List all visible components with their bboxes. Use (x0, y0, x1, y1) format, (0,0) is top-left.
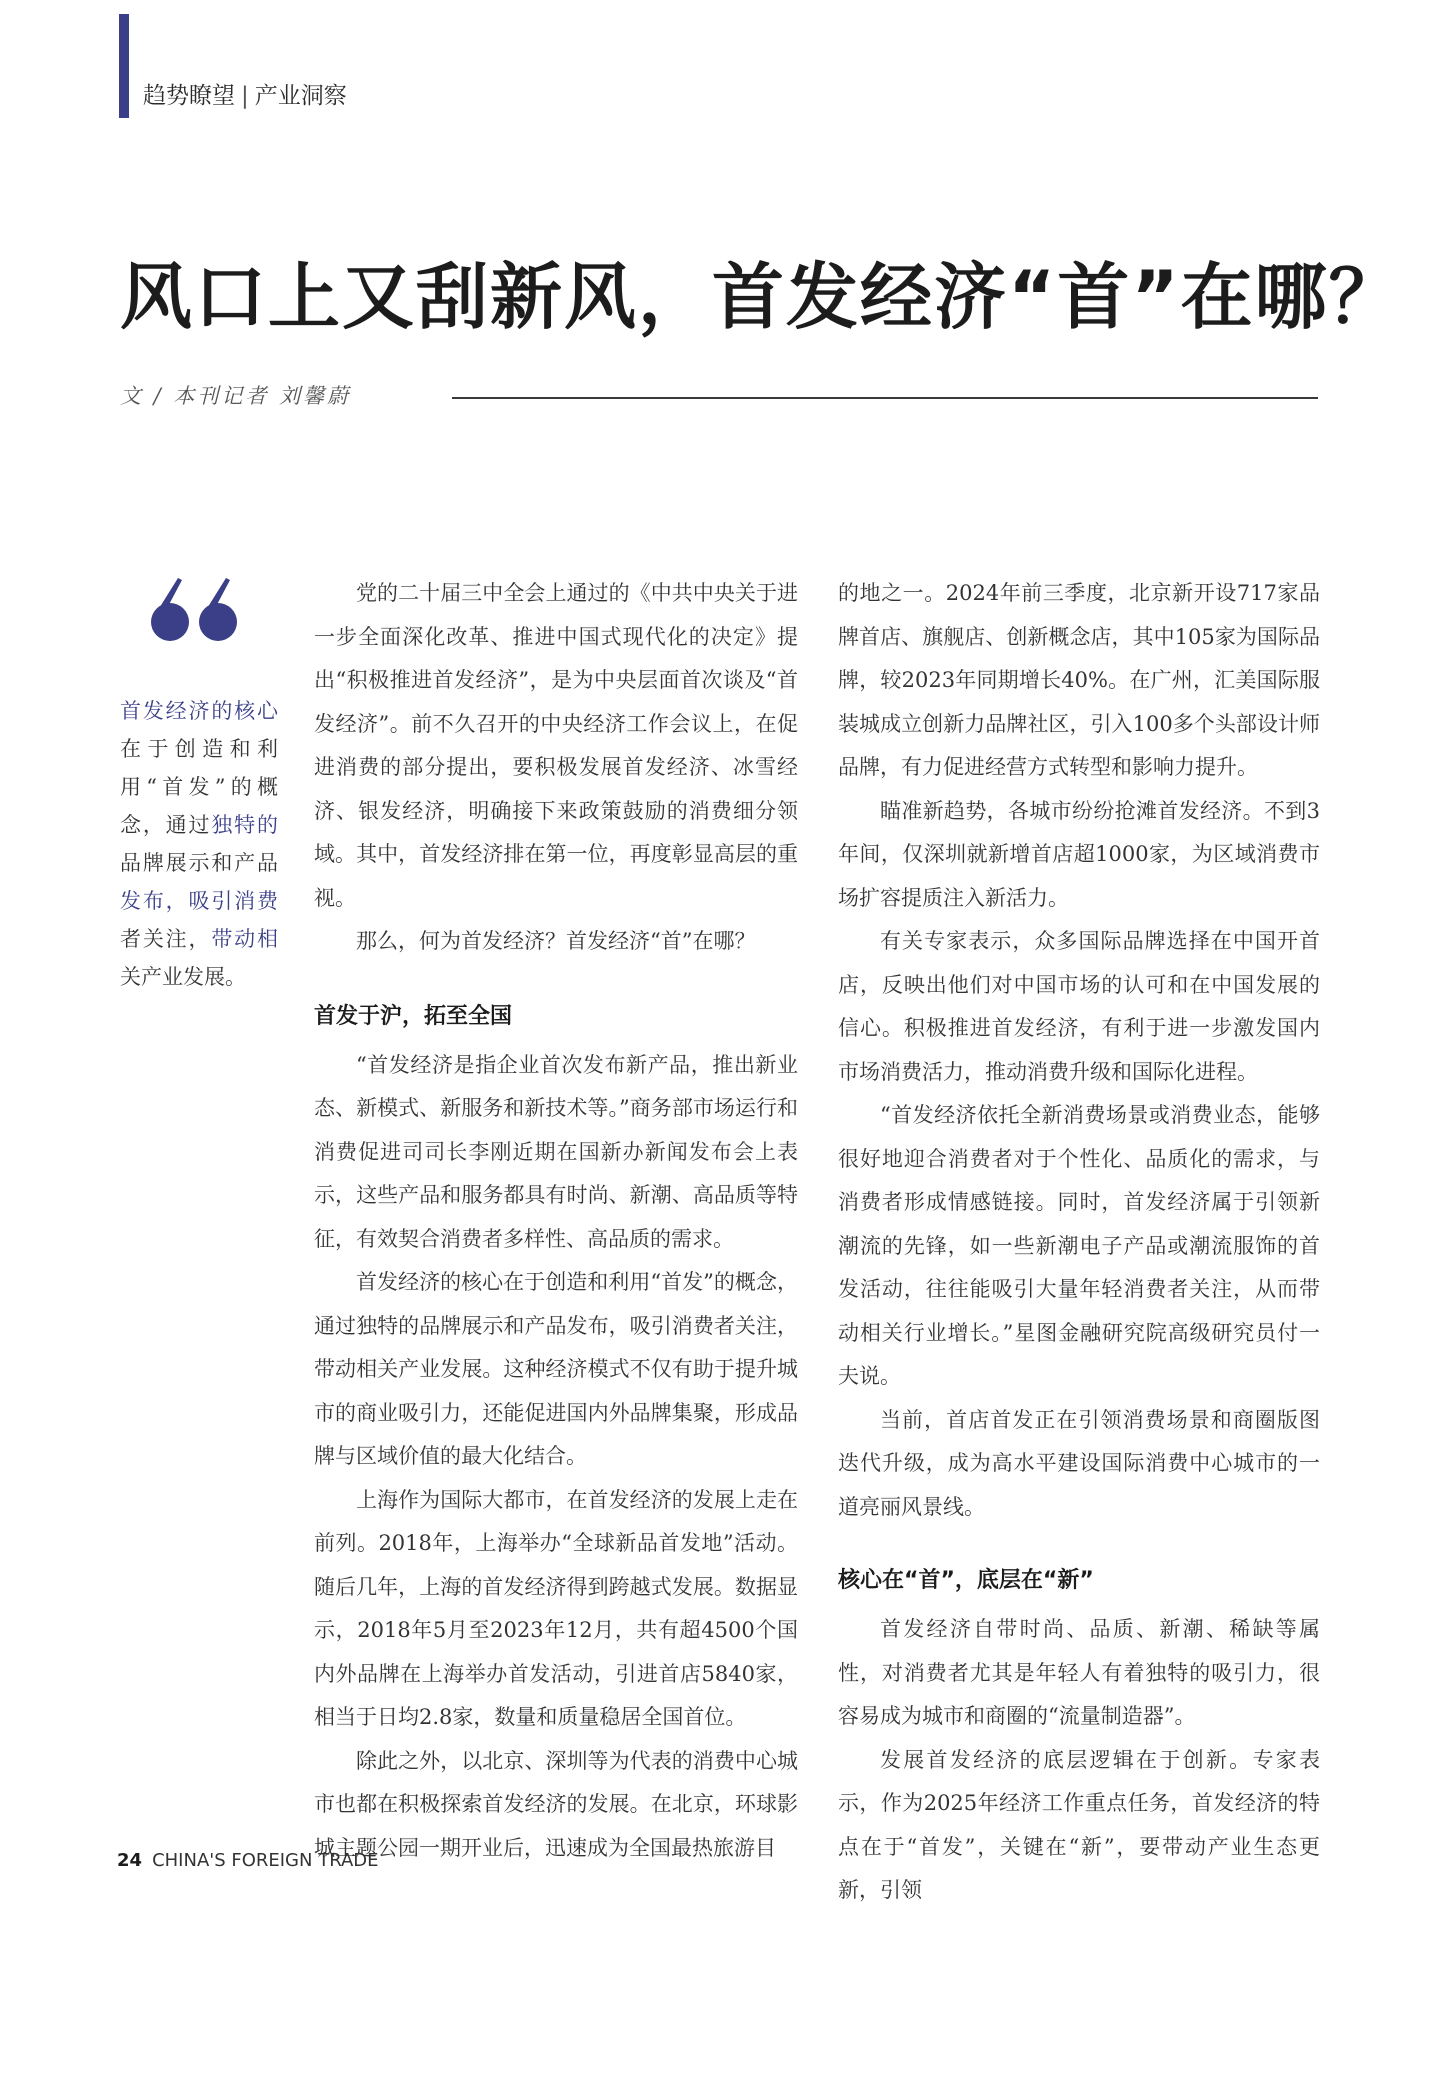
page-number: 24 (117, 1850, 143, 1871)
paragraph: 的地之一。2024年前三季度，北京新开设717家品牌首店、旗舰店、创新概念店，其中105家为国际品牌，较2023年同期增长40%。在广州，汇美国际服装城成立创新力品牌社区，引入100多个头部设计师品牌，有力促进经营方式转型和影响力提升。 (838, 581, 1320, 779)
pullquote-part: 者关注， (120, 927, 212, 951)
byline-rule (452, 397, 1318, 399)
subsection-name: 产业洞察 (254, 83, 347, 109)
magazine-name: CHINA'S FOREIGN TRADE (152, 1850, 379, 1871)
paragraph: 当前，首店首发正在引领消费场景和商圈版图迭代升级，成为高水平建设国际消费中心城市的一道亮丽风景线。 (838, 1407, 1320, 1519)
pullquote-part: 品牌展示和产品 (120, 851, 278, 875)
section-heading: 核心在“首”，底层在“新” (838, 1568, 1094, 1593)
pullquote-part: 在于创造和利用“首发”的概念，通过 (120, 737, 278, 837)
pullquote-part: 关产业发展。 (120, 965, 246, 989)
article-byline: 文 / 本刊记者 刘馨蔚 (120, 384, 352, 408)
section-accent-bar (119, 14, 129, 118)
page-footer (117, 1850, 379, 1871)
paragraph: 上海作为国际大都市，在首发经济的发展上走在前列。2018年，上海举办“全球新品首发地”活动。随后几年，上海的首发经济得到跨越式发展。数据显示，2018年5月至2023年12月，共有超4500个国内外品牌在上海举办首发活动，引进首店5840家，相当于日均2.8家，数量和质量稳居全国首位。 (314, 1487, 798, 1729)
open-quote-icon (148, 570, 244, 642)
paragraph: 瞄准新趋势，各城市纷纷抢滩首发经济。不到3年间，仅深圳就新增首店超1000家，为区域消费市场扩容提质注入新活力。 (838, 798, 1320, 910)
section-heading: 首发于沪，拓至全国 (314, 1003, 513, 1029)
article-column-1 (314, 572, 798, 1870)
paragraph: 除此之外，以北京、深圳等为代表的消费中心城市也都在积极探索首发经济的发展。在北京，环球影城主题公园一期开业后，迅速成为全国最热旅游目 (314, 1748, 798, 1860)
pullquote-part: 首发经济的核心 (120, 699, 278, 723)
pullquote (120, 692, 278, 996)
pullquote-part: 发布，吸引消费 (120, 889, 278, 913)
section-label (143, 77, 347, 110)
paragraph: 发展首发经济的底层逻辑在于创新。专家表示，作为2025年经济工作重点任务，首发经济的特点在于“首发”，关键在“新”，要带动产业生态更新，引领 (838, 1747, 1320, 1902)
paragraph: 有关专家表示，众多国际品牌选择在中国开首店，反映出他们对中国市场的认可和在中国发展的信心。积极推进首发经济，有利于进一步激发国内市场消费活力，推动消费升级和国际化进程。 (838, 929, 1320, 1084)
article-title: 风口上又刮新风，首发经济“首”在哪？ (120, 255, 1403, 339)
paragraph: “首发经济是指企业首次发布新产品，推出新业态、新模式、新服务和新技术等。”商务部市场运行和消费促进司司长李刚近期在国新办新闻发布会上表示，这些产品和服务都具有时尚、新潮、高品质等特征，有效契合消费者多样性、高品质的需求。 (314, 1052, 798, 1251)
section-name: 趋势瞭望 (143, 83, 235, 109)
paragraph: “首发经济依托全新消费场景或消费业态，能够很好地迎合消费者对于个性化、品质化的需求，与消费者形成情感链接。同时，首发经济属于引领新潮流的先锋，如一些新潮电子产品或潮流服饰的首发活动，往往能吸引大量年轻消费者关注，从而带动相关行业增长。”星图金融研究院高级研究员付一夫说。 (838, 1103, 1320, 1388)
paragraph: 首发经济自带时尚、品质、新潮、稀缺等属性，对消费者尤其是年轻人有着独特的吸引力，很容易成为城市和商圈的“流量制造器”。 (838, 1617, 1320, 1728)
pullquote-part: 独特的 (211, 813, 279, 837)
section-separator: | (241, 83, 249, 109)
paragraph: 那么，何为首发经济？首发经济“首”在哪？ (356, 929, 756, 953)
paragraph: 首发经济的核心在于创造和利用“首发”的概念，通过独特的品牌展示和产品发布，吸引消费者关注，带动相关产业发展。这种经济模式不仅有助于提升城市的商业吸引力，还能促进国内外品牌集聚，形成品牌与区域价值的最大化结合。 (314, 1270, 798, 1468)
paragraph: 党的二十届三中全会上通过的《中共中央关于进一步全面深化改革、推进中国式现代化的决定》提出“积极推进首发经济”，是为中央层面首次谈及“首发经济”。前不久召开的中央经济工作会议上，在促进消费的部分提出，要积极发展首发经济、冰雪经济、银发经济，明确接下来政策鼓励的消费细分领域。其中，首发经济排在第一位，再度彰显高层的重视。 (314, 581, 798, 910)
article-column-2 (838, 572, 1320, 1913)
pullquote-part: 带动相 (211, 927, 279, 951)
